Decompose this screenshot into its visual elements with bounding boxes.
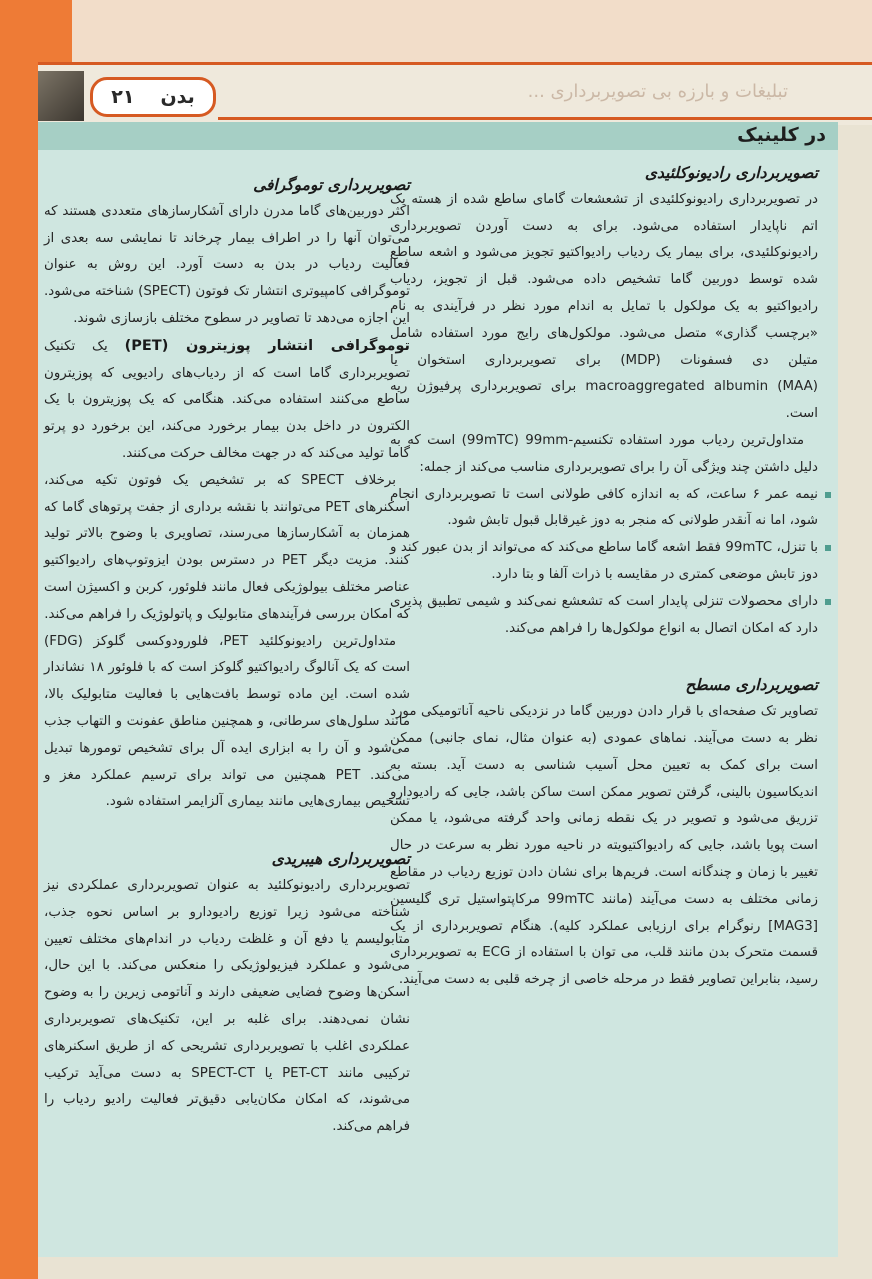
paragraph-radionuclide-intro: در تصویربرداری رادیونوکلئیدی از تشعشعات گامای ساطع شده از هسته یک اتم ناپایدار استفاده می‌شود. برای به دست آوردن تصویربرداری رادیونوکلئیدی، برای بیمار یک ردیاب رادیواکتیو تجویز می‌شود و اشعه ساطع شده توسط دوربین گاما تشخیص داده می‌شود. قبل از تجویز، ردیاب رادیواکتیو به یک مولکول با تمایل به اندام مورد نظر در فرآیندی به نام «برچسب گذاری» متصل می‌شود. مولکول‌های رایج مورد استفاده شامل متیلن دی فسفونات (MDP) برای تصویربرداری استخوان یا macroaggregated albumin (MAA) برای تصویربرداری پرفیوژن ریه است. — [390, 191, 818, 422]
clinic-box-title: در کلینیک — [737, 124, 826, 146]
paragraph-fdg: متداول‌ترین رادیونوکلئید PET، فلورودوکسی گلوکز (FDG) است که یک آنالوگ رادیواکتیو گلوکز است که با فلوئور ۱۸ نشاندار شده است. این ماده توسط بافت‌هایی با فعالیت متابولیک بالا، مانند سلول‌های سرطانی، و همچنین مناطق عفونت و التهاب جذب می‌شود و آن را به ابزاری ایده آل برای تشخیص تومورها تبدیل می‌کند. PET همچنین می تواند برای ترسیم عملکرد مغز و تشخیص بیماری‌هایی مانند بیماری آلزایمر استفاده شود. — [44, 633, 411, 810]
section-spacer — [390, 642, 818, 672]
right-column — [390, 160, 818, 994]
heading-radionuclide: تصویربرداری رادیونوکلئیدی — [644, 164, 818, 182]
paragraph-technetium: متداول‌ترین ردیاب مورد استفاده تکنسیم-99mTC) 99mm) است که به دلیل داشتن چند ویژگی آن را برای تصویربرداری مناسب می‌کند از جمله: — [390, 432, 818, 475]
page-number: ۲۱ — [111, 86, 135, 108]
paragraph-hybrid: تصویربرداری رادیونوکلئید به عنوان تصویربرداری عملکردی نیز شناخته می‌شود زیرا توزیع رادیودارو بر اساس نحوه جذب، متابولیسم یا دفع آن و غلظت ردیاب در اندام‌های مختلف تعیین می‌شود و عملکرد فیزیولوژیکی را منعکس می‌کند. با این حال، اسکن‌ها وضوح فضایی ضعیفی دارند و آناتومی زیرین را به وضوح نشان نمی‌دهند. برای غلبه بر این، تکنیک‌های تصویربرداری عملکردی اغلب با تصویربرداری تشریحی که از طریق اسکنرهای ترکیبی مانند PET-CT یا SPECT-CT به دست می‌آید ترکیب می‌شوند، که امکان مکان‌یابی دقیق‌تر فعالیت رادیو ردیاب را فراهم می‌کند. — [44, 877, 410, 1135]
list-item: نیمه عمر ۶ ساعت، که به اندازه کافی طولانی است تا تصویربرداری انجام شود، اما نه آنقدر طولانی که منجر به دوز غیرقابل قبول تابش شود. — [390, 482, 818, 536]
page-tab — [90, 77, 216, 117]
left-column — [44, 172, 410, 1141]
paragraph-spect: اکثر دوربین‌های گاما مدرن دارای آشکارسازهای متعددی هستند که می‌توان آنها را در اطراف بیمار چرخاند تا نمایشی سه بعدی از فعالیت ردیاب در بدن به دست آورد. این روش به عنوان توموگرافی کامپیوتری انتشار تک فوتون (SPECT) شناخته می‌شود. این اجازه می‌دهد تا تصاویر در سطوح مختلف بازسازی شوند. — [44, 203, 410, 326]
section-title: بدن — [160, 86, 195, 108]
heading-pet: توموگرافی انتشار پوزیترون (PET) — [124, 337, 410, 354]
header-rule — [218, 117, 872, 120]
technetium-properties-list — [390, 482, 818, 643]
section-spacer — [44, 816, 410, 846]
show-through-text: تبلیغات و بارزه بی تصویربرداری ... — [527, 81, 788, 102]
heading-tomographic: تصویربرداری توموگرافی — [253, 176, 410, 194]
chapter-color-strip — [0, 0, 38, 1279]
heading-planar: تصویربرداری مسطح — [685, 676, 818, 695]
chapter-thumbnail-image — [38, 71, 84, 121]
list-item: دارای محصولات تنزلی پایدار است که تشعشع نمی‌کند و شیمی تطبیق پذیری دارد که امکان اتصال به انواع مولکول‌ها را فراهم می‌کند. — [390, 589, 818, 643]
paragraph-planar: تصاویر تک صفحه‌ای با قرار دادن دوربین گاما در نزدیکی ناحیه آناتومیکی مورد نظر به دست می‌آیند. نماهای عمودی (به عنوان مثال، نمای جانبی) ممکن است برای کمک به تعیین محل آسیب شناسی به دست آید. بسته به اندیکاسیون بالینی، گرفتن تصویر ممکن است ساکن باشد، جایی که رادیودارو تزریق می‌شود و تصویر در یک نقطه زمانی واحد گرفته می‌شود، یا ممکن است پویا باشد، جایی که رادیواکتیویته در ناحیه مورد نظر به سرعت در حال تغییر با زمان و چندگانه است. فریم‌ها برای نشان دادن توزیع ردیاب در مقاطع زمانی مختلف به دست می‌آیند (مانند 99mTC مرکاپتواستیل تری گلیسین [MAG3] رنوگرام برای ارزیابی عملکرد کلیه). هنگام تصویربرداری از یک قسمت متحرک بدن مانند قلب، می توان با استفاده از ECG به تصویربرداری رسید، بنابراین تصاویر فقط در مرحله خاصی از چرخه قلبی به دست می‌آیند. — [390, 704, 818, 988]
list-item: با تنزل، 99mTC فقط اشعه گاما ساطع می‌کند که می‌تواند از بدن عبور کند و دوز تابش موضعی کمتری در مقایسه با ذرات آلفا و بتا دارد. — [390, 535, 818, 589]
heading-hybrid: تصویربرداری هیبریدی — [271, 850, 410, 869]
paragraph-pet-advantages: برخلاف SPECT که بر تشخیص یک فوتون تکیه می‌کند، اسکنرهای PET می‌توانند با نقشه برداری از جفت پرتوهای گاما که همزمان به آشکارسازها می‌رسند، تصاویری با وضوح بالاتر تولید کنند. مزیت دیگر PET در دسترس بودن ایزوتوپ‌های رادیواکتیو عناصر مختلف بیولوژیکی فعال مانند فلوئور، کربن و اکسیژن است که امکان بررسی فرآیندهای متابولیک و پاتولوژیک را فراهم می‌کند. — [44, 472, 411, 622]
running-head — [38, 62, 872, 125]
clinic-box-header — [38, 122, 838, 150]
paragraph-pet-intro: یک تکنیک تصویربرداری گاما است که از ردیاب‌های رادیویی که پوزیترون ساطع می‌کنند استفاده می‌کند. هنگامی که یک پوزیترون با یک الکترون در داخل بدن بیمار برخورد می‌کند، این برخورد دو پرتو گاما تولید می‌کند که در جهت مخالف حرکت می‌کنند. — [44, 338, 410, 461]
